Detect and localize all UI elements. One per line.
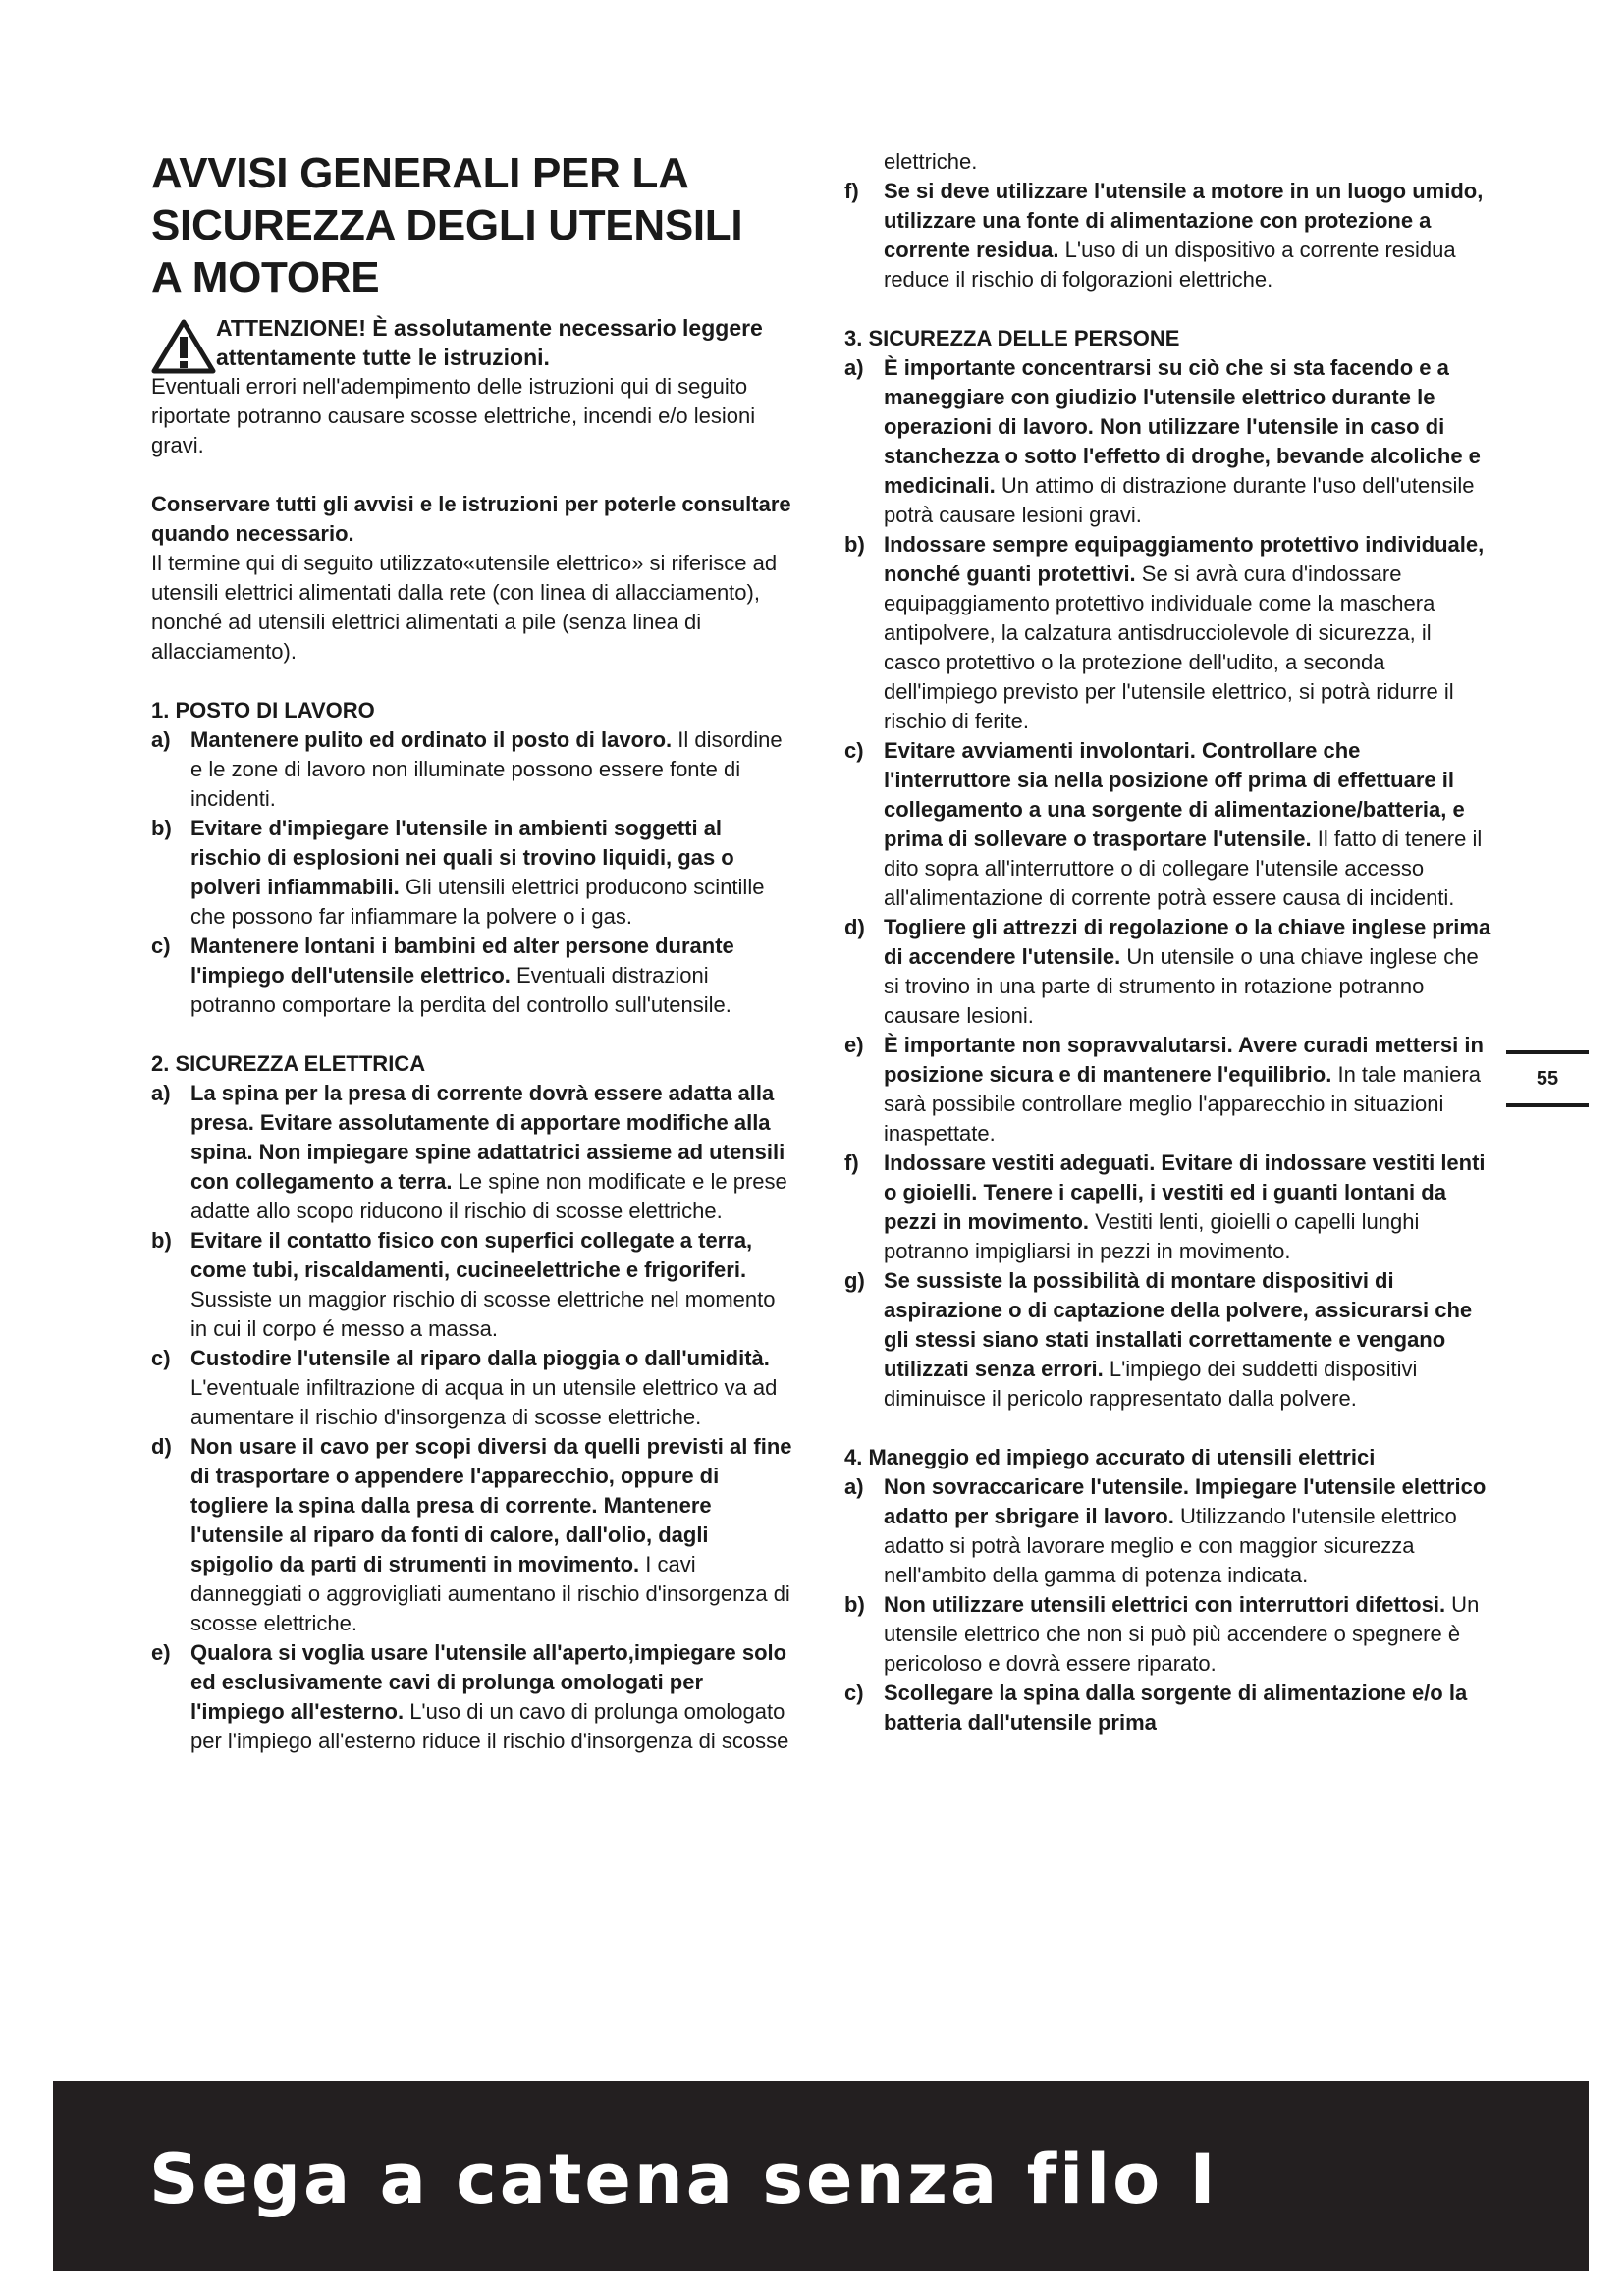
section-2-title: 2. SICUREZZA ELETTRICA	[151, 1051, 426, 1076]
page-title	[151, 147, 795, 303]
list-item: d) Togliere gli attrezzi di regolazione o la chiave inglese prima di accendere l'utensile. Un utensile o una chiave inglese che si trovino in una parte di strumento in rotazione potranno causare lesioni.	[844, 915, 1491, 1028]
warning-notice	[151, 313, 795, 372]
warning-bold-text: ATTENZIONE! È assolutamente necessario leggere attentamente tutte le istruzioni.	[216, 315, 763, 370]
section-1-title: 1. POSTO DI LAVORO	[151, 698, 375, 722]
list-item: c) Mantenere lontani i bambini ed alter persone durante l'impiego dell'utensile elettrico. Eventuali distrazioni potranno comportare la perdita del controllo sull'utensile.	[151, 934, 734, 1017]
list-item: a) Mantenere pulito ed ordinato il posto di lavoro. Il disordine e le zone di lavoro non illuminate possono essere fonte di incidenti.	[151, 727, 783, 811]
list-item: c) Custodire l'utensile al riparo dalla pioggia o dall'umidità. L'eventuale infiltrazione di acqua in un utensile elettrico va ad aumentare il rischio d'insorgenza di scosse elettriche.	[151, 1346, 778, 1429]
list-item: a) È importante concentrarsi su ciò che si sta facendo e a maneggiare con giudizio l'utensile elettrico durante le operazioni di lavoro. Non utilizzare l'utensile in caso di stanchezza o sotto l'effetto di droghe, bevande alcoliche e medicinali. Un attimo di distrazione durante l'uso dell'utensile potrà causare lesioni gravi.	[844, 355, 1481, 527]
list-item: b) Evitare d'impiegare l'utensile in ambienti soggetti al rischio di esplosioni nei quali si trovino liquidi, gas o polveri infiammabili. Gli utensili elettrici producono scintille che possono far infiammare la polvere o i gas.	[151, 816, 765, 929]
list-item: g) Se sussiste la possibilità di montare dispositivi di aspirazione o di captazione della polvere, assicurarsi che gli stessi siano stati installati correttamente e vengano utilizzati senza errori. L'impiego dei suddetti dispositivi diminuisce il pericolo rappresentato dalla polvere.	[844, 1268, 1473, 1411]
conserve-text: Il termine qui di seguito utilizzato«utensile elettrico» si riferisce ad utensili elettrici alimentati dalla rete (con linea di allacciamento), nonché ad utensili elettrici alimentati a pile (senza linea di allacciamento).	[151, 551, 778, 664]
title-line-3: A MOTORE	[151, 253, 380, 301]
footer-banner	[53, 2081, 1589, 2271]
list-item: d) Non usare il cavo per scopi diversi da quelli previsti al fine di trasportare o appendere l'apparecchio, oppure di togliere la spina dalla presa di corrente. Mantenere l'utensile al riparo da fonti di calore, dall'olio, dagli spigolio da parti di strumenti in movimento. I cavi danneggiati o aggrovigliati aumentano il rischio d'insorgenza di scosse elettriche.	[151, 1434, 792, 1635]
list-item: e) Qualora si voglia usare l'utensile all'aperto,impiegare solo ed esclusivamente cavi di prolunga omologati per l'impiego all'esterno. L'uso di un cavo di prolunga omologato per l'impiego all'esterno riduce il rischio d'insorgenza di scosse	[151, 1640, 789, 1753]
list-item: c) Scollegare la spina dalla sorgente di alimentazione e/o la batteria dall'utensile prima	[844, 1681, 1468, 1735]
left-column	[151, 147, 795, 1756]
warning-text: Eventuali errori nell'adempimento delle istruzioni qui di seguito riportate potranno causare scosse elettriche, incendi e/o lesioni gravi.	[151, 374, 756, 457]
warning-triangle-icon	[151, 319, 216, 374]
title-line-2: SICUREZZA DEGLI UTENSILI	[151, 201, 743, 249]
list-item: e) È importante non sopravvalutarsi. Avere curadi mettersi in posizione sicura e di mantenere l'equilibrio. In tale maniera sarà possibile controllare meglio l'apparecchio in situazioni inaspettate.	[844, 1033, 1484, 1146]
list-item: b) Indossare sempre equipaggiamento protettivo individuale, nonché guanti protettivi. Se si avrà cura d'indossare equipaggiamento protettivo individuale come la maschera antipolvere, la calzatura antisdrucciolevole di sicurezza, il casco protettivo o la protezione dell'udito, a seconda dell'impiego previsto per l'utensile elettrico, si potrà ridurre il rischio di ferite.	[844, 532, 1485, 733]
list-item: f) Se si deve utilizzare l'utensile a motore in un luogo umido, utilizzare una fonte di alimentazione con protezione a corrente residua. L'uso di un dispositivo a corrente residua reduce il rischio di folgorazioni elettriche.	[844, 179, 1484, 292]
page-number: 55	[1536, 1068, 1559, 1090]
section-4-title: 4. Maneggio ed impiego accurato di utensili elettrici	[844, 1445, 1376, 1469]
page-number-block	[1506, 1050, 1589, 1107]
continued-text: elettriche.	[884, 149, 978, 174]
list-item: f) Indossare vestiti adeguati. Evitare di indossare vestiti lenti o gioielli. Tenere i capelli, i vestiti ed i guanti lontani da pezzi in movimento. Vestiti lenti, gioielli o capelli lunghi potranno impigliarsi in pezzi in movimento.	[844, 1150, 1486, 1263]
list-item: a) Non sovraccaricare l'utensile. Impiegare l'utensile elettrico adatto per sbrigare il lavoro. Utilizzando l'utensile elettrico adatto si potrà lavorare meglio e con maggior sicurezza nell'ambito della gamma di potenza indicata.	[844, 1474, 1487, 1587]
list-item: c) Evitare avviamenti involontari. Controllare che l'interruttore sia nella posizione off prima di effettuare il collegamento a una sorgente di alimentazione/batteria, e prima di sollevare o trasportare l'utensile. Il fatto di tenere il dito sopra all'interruttore o di collegare l'utensile accesso all'alimentazione di corrente potrà essere causa di incidenti.	[844, 738, 1483, 910]
list-item: a) La spina per la presa di corrente dovrà essere adatta alla presa. Evitare assolutamente di apportare modifiche alla spina. Non impiegare spine adattatrici assieme ad utensili con collegamento a terra. Le spine non modificate e le prese adatte allo scopo riducono il rischio di scosse elettriche.	[151, 1081, 787, 1223]
divider	[1506, 1103, 1589, 1107]
section-3-title: 3. SICUREZZA DELLE PERSONE	[844, 326, 1180, 350]
title-line-1: AVVISI GENERALI PER LA	[151, 149, 689, 197]
list-item: b) Non utilizzare utensili elettrici con interruttori difettosi. Un utensile elettrico che non si può più accendere o spegnere è pericoloso e dovrà essere riparato.	[844, 1592, 1480, 1676]
list-item: b) Evitare il contatto fisico con superfici collegate a terra, come tubi, riscaldamenti, cucineelettriche e frigoriferi. Sussiste un maggior rischio di scosse elettriche nel momento in cui il corpo é messo a massa.	[151, 1228, 776, 1341]
footer-title: Sega a catena senza filo I	[149, 2139, 1218, 2219]
conserve-heading: Conservare tutti gli avvisi e le istruzioni per poterle consultare quando necessario.	[151, 492, 791, 546]
right-column	[844, 147, 1492, 1737]
